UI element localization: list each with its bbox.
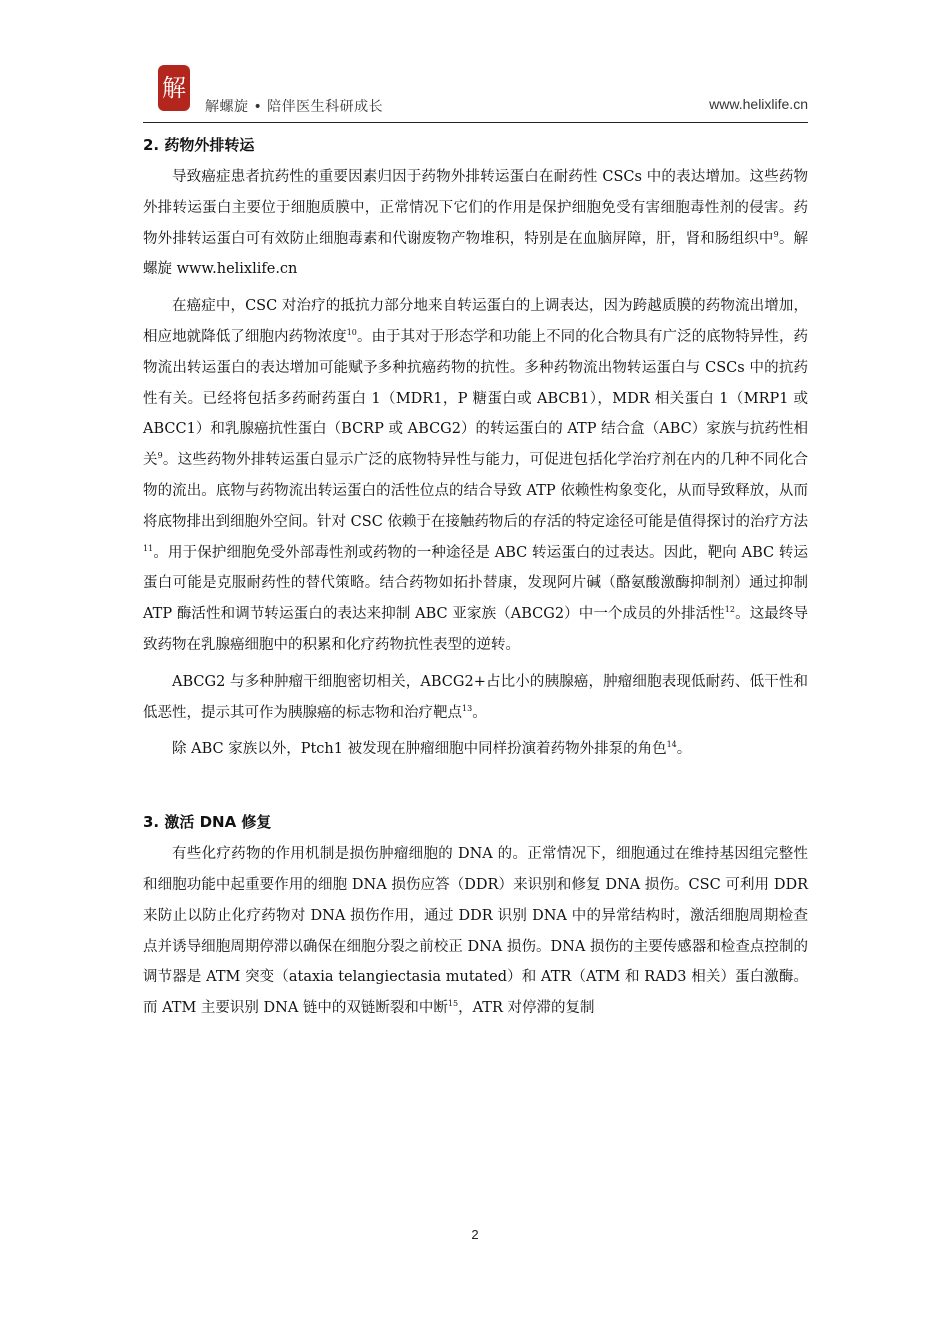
section-gap (143, 765, 808, 805)
article-body (143, 128, 808, 1024)
section-heading: 2. 药物外排转运 (143, 136, 255, 154)
citation-ref: 9 (157, 451, 163, 461)
section-heading: 3. 激活 DNA 修复 (143, 813, 272, 832)
citation-ref: 10 (346, 328, 357, 338)
text-run: 。用于保护细胞免受外部毒性剂或药物的一种途径是 ABC 转运蛋白的过表达。因此，靶向 ABC 转运蛋白可能是克服耐药性的替代策略。结合药物如拓扑替康，发现阿片碱（酪氨酸激酶抑制剂）通过抑制 ATP 酶活性和调节转运蛋白的表达来抑制 ABC 亚家族（ABCG2）中一个成员的外排活性 (143, 544, 808, 623)
text-run: 。 (472, 704, 487, 721)
citation-ref: 12 (724, 605, 735, 615)
citation-ref: 9 (773, 229, 779, 239)
citation-ref: 13 (462, 703, 473, 713)
text-run: 除 ABC 家族以外，Ptch1 被发现在肿瘤细胞中同样扮演着药物外排泵的角色 (172, 741, 667, 758)
citation-ref: 15 (447, 999, 459, 1009)
text-run: 。这最终导致药物在乳腺癌细胞中的积累和化疗药物抗性表型的逆转。 (143, 606, 808, 653)
logo-glyph: 解 (162, 74, 186, 102)
paragraph (143, 291, 808, 661)
paragraph (143, 162, 808, 285)
text-run: 。这些药物外排转运蛋白显示广泛的底物特异性与能力，可促进包括化学治疗剂在内的几种不同化合物的流出。底物与药物流出转运蛋白的活性位点的结合导致 ATP 依赖性构象变化，从而导致释放，从而将底物排出到细胞外空间。针对 CSC 依赖于在接触药物后的存活的特定途径可能是值得探讨的治疗方法 (143, 452, 809, 530)
text-run: ABCG2 与多种肿瘤干细胞密切相关，ABCG2+占比小的胰腺癌，肿瘤细胞表现低耐药、低干性和低恶性，提示其可作为胰腺癌的标志物和治疗靶点 (143, 673, 808, 721)
text-run: 。 (676, 741, 692, 758)
paragraph (143, 839, 808, 1024)
text-run: ，ATR 对停滞的复制 (458, 1000, 595, 1017)
paragraph (143, 734, 808, 765)
page-header (143, 56, 808, 123)
site-url: www.helixlife.cn (709, 96, 808, 112)
text-run: 有些化疗药物的作用机制是损伤肿瘤细胞的 DNA 的。正常情况下，细胞通过在维持基因组完整性和细胞功能中起重要作用的细胞 DNA 损伤应答（DDR）来识别和修复 DNA 损伤。CSC 可利用 DDR 来防止以防止化疗药物对 DNA 损伤作用，通过 DDR 识别 DNA 中的异常结构时，激活细胞周期检查点并诱导细胞周期停滞以确保在细胞分裂之前校正 DNA 损伤。DNA 损伤的主要传感器和检查点控制的调节器是 ATM 突变（ataxia telangiectasia mutated）和 ATR（ATM 和 RAD3 相关）蛋白激酶。而 ATM 主要识别 DNA 链中的双链断裂和中断 (143, 846, 808, 1017)
text-run: 在癌症中，CSC 对治疗的抵抗力部分地来自转运蛋白的上调表达，因为跨越质膜的药物流出增加，相应地就降低了细胞内药物浓度 (143, 298, 808, 345)
page-number: 2 (471, 1227, 479, 1242)
text-run: 导致癌症患者抗药性的重要因素归因于药物外排转运蛋白在耐药性 CSCs 中的表达增加。这些药物外排转运蛋白主要位于细胞质膜中，正常情况下它们的作用是保护细胞免受有害细胞毒性剂的侵害。药物外排转运蛋白可有效防止细胞毒素和代谢废物产物堆积，特别是在血脑屏障，肝，肾和肠组织中 (143, 169, 808, 247)
paragraph (143, 667, 808, 729)
brand-slogan: 解螺旋 • 陪伴医生科研成长 (205, 99, 384, 115)
helix-seal-logo-icon (157, 64, 191, 112)
citation-ref: 11 (143, 543, 154, 553)
text-run: 。解螺旋 www.helixlife.cn (143, 230, 809, 278)
text-run: 。由于其对于形态学和功能上不同的化合物具有广泛的底物特异性，药物流出转运蛋白的表达增加可能赋予多种抗癌药物的抗性。多种药物流出物转运蛋白与 CSCs 中的抗药性有关。已经将包括多药耐药蛋白 1（MDR1，P 糖蛋白或 ABCB1），MDR 相关蛋白 1（MRP1 或 ABCC1）和乳腺癌抗性蛋白（BCRP 或 ABCG2）的转运蛋白的 ATP 结合盒（ABC）家族与抗药性相关 (143, 328, 808, 469)
citation-ref: 14 (666, 740, 677, 750)
